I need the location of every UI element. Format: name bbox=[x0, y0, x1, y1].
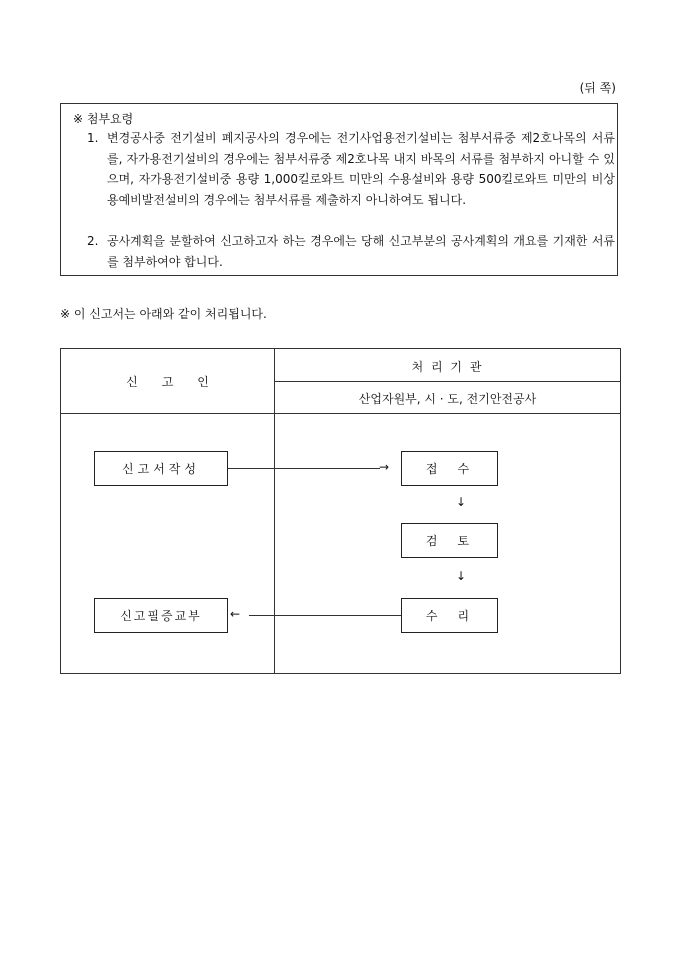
item-text: 변경공사중 전기설비 폐지공사의 경우에는 전기사업용전기설비는 첨부서류중 제2호나목의 서류를, 자가용전기설비의 경우에는 첨부서류중 제2호나목 내지 바목의 서류를 첨부하지 아니할 수 있으며, 자가용전기설비중 용량 1,000킬로와트 미만의 수용설비와 용량 500킬로와트 미만의 비상용예비발전설비의 경우에는 첨부서류를 제출하지 아니하여도 됩니다. bbox=[107, 131, 615, 207]
attachment-note-item bbox=[87, 128, 615, 210]
step-write-report: 신고서작성 bbox=[94, 451, 228, 486]
item-number: 2. bbox=[87, 234, 99, 248]
arrow-down-icon: ↓ bbox=[456, 569, 467, 583]
attachment-note-item bbox=[87, 231, 615, 272]
attachment-notes-box bbox=[60, 103, 618, 276]
step-accept: 수 리 bbox=[401, 598, 498, 633]
process-flow-table bbox=[60, 348, 621, 674]
flow-line-left bbox=[249, 615, 401, 616]
agency-header: 처 리 기 관 bbox=[411, 360, 484, 374]
attachment-notes-title: ※ 첨부요령 bbox=[73, 112, 134, 126]
step-issue-certificate: 신고필증교부 bbox=[94, 598, 228, 633]
agency-names: 산업자원부, 시 · 도, 전기안전공사 bbox=[358, 392, 537, 406]
header-row-divider bbox=[274, 381, 620, 382]
step-review: 검 토 bbox=[401, 523, 498, 558]
page-side-label: (뒤 쪽) bbox=[579, 81, 616, 95]
applicant-header: 신 고 인 bbox=[126, 375, 209, 389]
arrow-down-icon: ↓ bbox=[456, 495, 467, 509]
item-number: 1. bbox=[87, 131, 99, 145]
item-text: 공사계획을 분할하여 신고하고자 하는 경우에는 당해 신고부분의 공사계획의 개요를 기재한 서류를 첨부하여야 합니다. bbox=[107, 234, 615, 269]
process-note: ※ 이 신고서는 아래와 같이 처리됩니다. bbox=[60, 307, 267, 321]
step-receive: 접 수 bbox=[401, 451, 498, 486]
header-bottom-divider bbox=[61, 413, 620, 414]
flow-line-right bbox=[228, 468, 380, 469]
arrow-left-icon: ← bbox=[230, 607, 241, 621]
arrow-right-icon: → bbox=[379, 460, 390, 474]
